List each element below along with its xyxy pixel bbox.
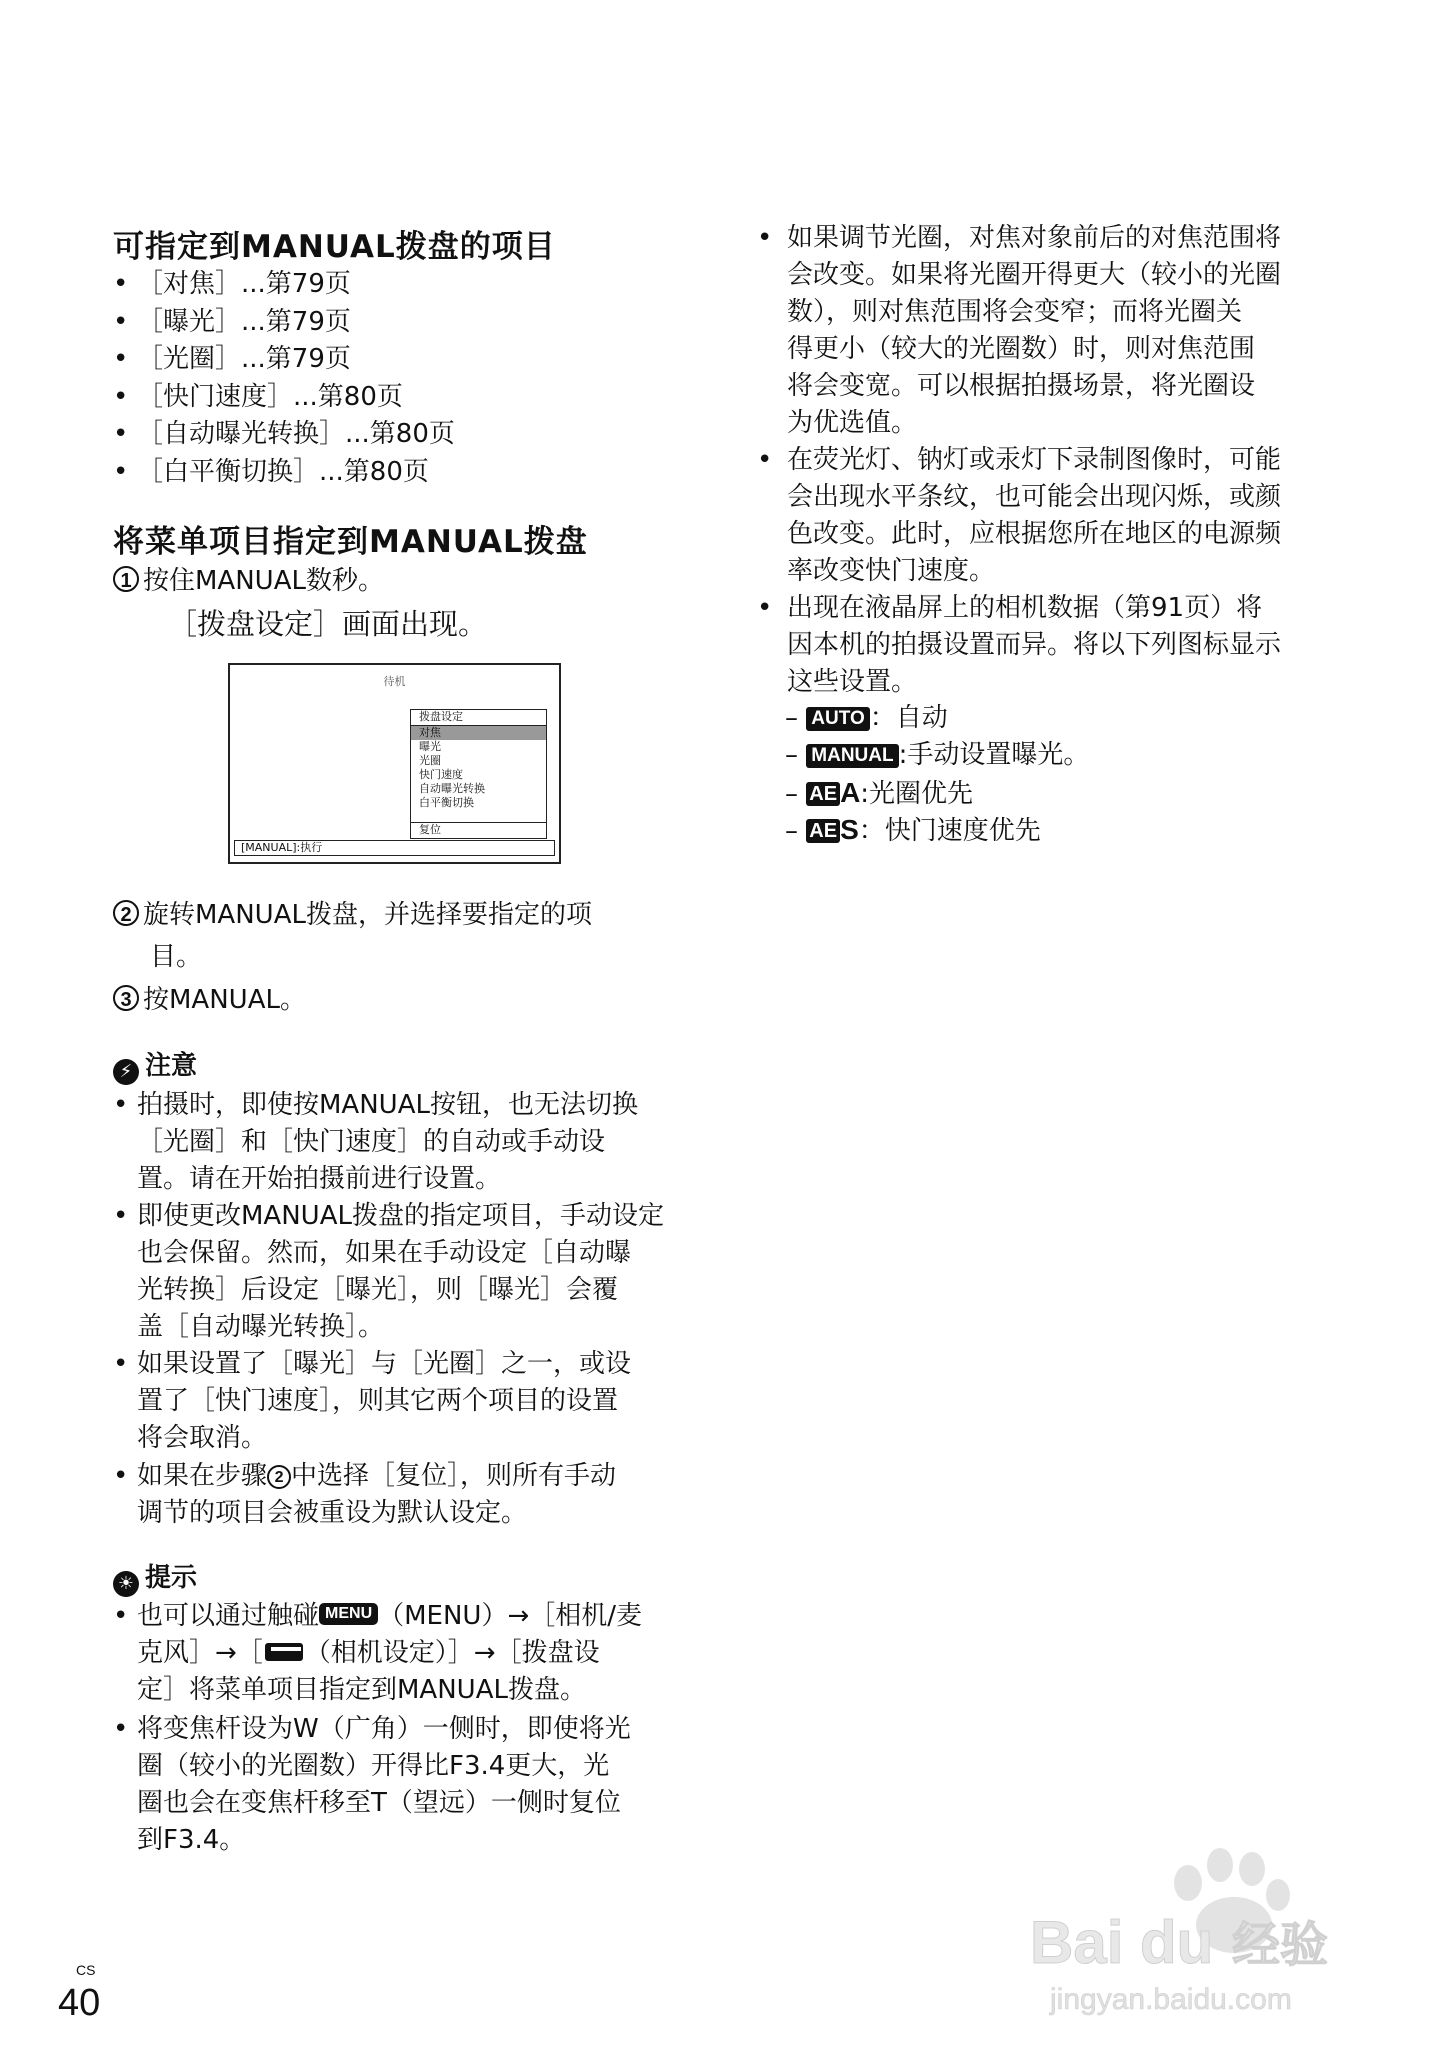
bullet-item-cont (757, 294, 1242, 331)
menu-title: 拨盘设定 (411, 710, 546, 726)
note-title: 注意 (145, 1051, 198, 1081)
bullet-item-cont (113, 1822, 245, 1859)
menu-item-reset[interactable]: 复位 (411, 822, 546, 838)
bullet-line: 为优选值。 (787, 408, 918, 438)
auto-text: ：自动 (869, 703, 948, 733)
camera-settings-icon (263, 1641, 305, 1663)
bullet-item-cont (113, 1235, 631, 1272)
bullet-line: 到F3.4。 (137, 1825, 246, 1855)
step-1 (113, 563, 384, 600)
bullet-line: 数），则对焦范围将会变窄；而将光圈关 (787, 297, 1243, 327)
bullet-item-cont (757, 405, 917, 442)
list-item-text: ［快门速度］...第80页 (137, 381, 403, 412)
watermark-url: jingyan.baidu.com (1050, 1983, 1292, 2016)
bullet-line: 将会变宽。可以根据拍摄场景，将光圈设 (787, 371, 1256, 401)
list-item: • ［自动曝光转换］...第80页 (113, 419, 455, 449)
svg-text:Bai: Bai (1030, 1909, 1124, 1976)
aperture-letter-icon: A (840, 777, 861, 808)
bullet-item-cont (757, 368, 1255, 405)
page-number: 40 (58, 1982, 101, 2024)
step-number-1: 1 (113, 566, 139, 592)
bullet-line: 因本机的拍摄设置而异。将以下列图标显示 (787, 630, 1282, 660)
bullet-line: 出现在液晶屏上的相机数据（第91页）将 (787, 593, 1263, 623)
tip1-line2-pre: 克风］→［ (137, 1638, 263, 1668)
step-3 (113, 982, 306, 1019)
tip1-line2-post: （相机设定）］→［拨盘设 (304, 1638, 600, 1668)
icon-shutter-priority-row: – AE S：快门速度优先 (785, 814, 1041, 846)
bullet-line: 会改变。如果将光圈开得更大（较小的光圈 (787, 260, 1282, 290)
list-item-text: ［自动曝光转换］...第80页 (137, 419, 455, 449)
list-item-text: ［对焦］...第79页 (137, 269, 351, 299)
bullet-line: 在荧光灯、钠灯或汞灯下录制图像时，可能 (787, 445, 1282, 475)
bullet-item-cont (113, 1272, 618, 1309)
bullet-item-cont (113, 1124, 605, 1161)
menu-item-shutter-speed[interactable]: 快门速度 (419, 768, 463, 781)
menu-item-exposure[interactable]: 曝光 (419, 740, 441, 753)
lcd-status: 待机 (383, 675, 406, 688)
tip-heading (113, 1560, 197, 1597)
bullet-line: 如果设置了［曝光］与［光圈］之一，或设 (137, 1349, 632, 1379)
list-item: • ［对焦］...第79页 (113, 269, 351, 299)
shutter-letter-icon: S (840, 814, 859, 845)
bullet-line: 得更小（较大的光圈数）时，则对焦范围 (787, 334, 1256, 364)
lcd-footer-hint: [MANUAL]:执行 (234, 840, 555, 856)
bullet-line: 这些设置。 (787, 667, 918, 697)
bullet-line: 将变焦杆设为W（广角）一侧时，即使将光 (137, 1714, 631, 1744)
tip-item-1-line2 (137, 1635, 600, 1672)
step-3-text: 按MANUAL。 (143, 985, 306, 1015)
list-item-text: ［光圈］...第79页 (137, 344, 351, 374)
tip1-pre: 也可以通过触碰 (137, 1601, 320, 1631)
tip-item-1-line3: 定］将菜单项目指定到MANUAL拨盘。 (137, 1675, 586, 1705)
section-heading-assign-menu: 将菜单项目指定到MANUAL拨盘 (113, 524, 588, 560)
note-item-4: • 如果在步骤 2 中选择［复位］，则所有手动 (113, 1461, 617, 1491)
language-code: CS (76, 1962, 96, 1978)
list-item-text: ［白平衡切换］...第80页 (137, 456, 429, 487)
bullet-item-cont (757, 553, 995, 590)
assignable-items-list (113, 266, 673, 496)
tip-title: 提示 (145, 1563, 198, 1593)
menu-button-badge: MENU (319, 1603, 378, 1625)
bullet-item: • 出现在液晶屏上的相机数据（第91页）将 (757, 593, 1263, 623)
bullet-item-cont (757, 516, 1281, 553)
step-number-2: 2 (113, 900, 139, 926)
list-item: • ［快门速度］...第80页 (113, 381, 403, 412)
svg-text:经验: 经验 (1232, 1917, 1329, 1973)
bullet-item-cont (757, 257, 1281, 294)
shutter-priority-text: ：快门速度优先 (858, 816, 1041, 846)
bullet-line: 会出现水平条纹，也可能会出现闪烁，或颜 (787, 482, 1282, 512)
baidu-jingyan-watermark (1020, 1843, 1400, 2023)
bullet-item-cont (113, 1785, 621, 1822)
note4-post: 中选择［复位］，则所有手动 (291, 1461, 617, 1491)
bullet-line: 圈（较小的光圈数）开得比F3.4更大，光 (137, 1751, 610, 1781)
step-1-result: ［拨盘设定］画面出现。 (168, 607, 488, 641)
aperture-priority-text: :光圈优先 (860, 779, 974, 809)
lightbulb-icon: ☀ (113, 1571, 139, 1597)
auto-icon: AUTO (806, 707, 869, 731)
menu-item-focus[interactable]: 对焦 (411, 726, 546, 740)
list-item-text: ［曝光］...第79页 (137, 306, 351, 337)
bullet-line: 将会取消。 (137, 1423, 268, 1453)
bullet-item: • 拍摄时，即使按MANUAL按钮，也无法切换 (113, 1090, 638, 1120)
bullet-item-cont (113, 1748, 609, 1785)
list-item: • ［白平衡切换］...第80页 (113, 456, 429, 487)
bullet-item: • 在荧光灯、钠灯或汞灯下录制图像时，可能 (757, 445, 1282, 475)
step-2-cont: 目。 (150, 942, 203, 972)
step-number-2-ref: 2 (267, 1465, 291, 1489)
right-bullets (757, 220, 1397, 700)
bullet-item: • 如果设置了［曝光］与［光圈］之一，或设 (113, 1349, 632, 1379)
manual-icon: MANUAL (806, 744, 898, 768)
bullet-item-cont (757, 664, 917, 701)
bullet-line: 光转换］后设定［曝光］，则［曝光］会覆 (137, 1275, 619, 1305)
bullet-item-cont (757, 627, 1281, 664)
step-1-text: 按住MANUAL数秒。 (143, 566, 384, 596)
bullet-item: • 即使更改MANUAL拨盘的指定项目，手动设定 (113, 1201, 664, 1231)
bullet-line: ［光圈］和［快门速度］的自动或手动设 (137, 1127, 606, 1157)
section-heading-assignable-items: 可指定到MANUAL拨盘的项目 (113, 229, 556, 265)
menu-item-wb-shift[interactable]: 白平衡切换 (419, 796, 474, 809)
list-item: • ［光圈］...第79页 (113, 344, 351, 374)
note-heading (113, 1048, 197, 1085)
bullet-line: 盖［自动曝光转换］。 (137, 1312, 385, 1342)
bullet-line: 色改变。此时，应根据您所在地区的电源频 (787, 519, 1282, 549)
menu-item-ae-shift[interactable]: 自动曝光转换 (419, 782, 485, 795)
tip1-post: （MENU）→［相机/麦 (378, 1601, 643, 1631)
bullet-line: 置了［快门速度］，则其它两个项目的设置 (137, 1386, 619, 1416)
step-number-3: 3 (113, 985, 139, 1011)
bullet-line: 即使更改MANUAL拨盘的指定项目，手动设定 (137, 1201, 664, 1231)
step-2 (113, 897, 592, 934)
ae-icon: AE (806, 782, 840, 806)
menu-item-iris[interactable]: 光圈 (419, 754, 441, 767)
list-item: • ［曝光］...第79页 (113, 306, 351, 337)
tip-item-2 (113, 1711, 693, 1871)
bullet-line: 也会保留。然而，如果在手动设定［自动曝 (137, 1238, 632, 1268)
ae-icon-2: AE (806, 819, 840, 843)
bullet-line: 圈也会在变焦杆移至T（望远）一侧时复位 (137, 1788, 621, 1818)
manual-text: :手动设置曝光。 (898, 740, 1090, 770)
tip-item-1: • 也可以通过触碰 MENU （MENU）→［相机/麦 (113, 1601, 643, 1631)
note4-pre: 如果在步骤 (137, 1461, 268, 1491)
bullet-item-cont (113, 1383, 618, 1420)
bullet-line: 拍摄时，即使按MANUAL按钮，也无法切换 (137, 1090, 638, 1120)
step-2-text: 旋转MANUAL拨盘，并选择要指定的项 (143, 900, 592, 930)
bullet-item-cont (113, 1309, 384, 1346)
caution-icon: ⚡ (113, 1059, 139, 1085)
dial-setting-screen (228, 663, 561, 864)
dial-setting-menu (410, 709, 547, 839)
bullet-item-cont (757, 479, 1281, 516)
icon-auto-row: – AUTO ：自动 (785, 703, 948, 733)
icon-manual-row: – MANUAL :手动设置曝光。 (785, 740, 1090, 770)
bullet-item-cont (757, 331, 1255, 368)
bullet-line: 如果调节光圈，对焦对象前后的对焦范围将 (787, 223, 1282, 253)
bullet-line: 置。请在开始拍摄前进行设置。 (137, 1164, 502, 1194)
icon-aperture-priority-row: – AE A:光圈优先 (785, 777, 974, 809)
bullet-item: • 将变焦杆设为W（广角）一侧时，即使将光 (113, 1714, 631, 1744)
bullet-line: 率改变快门速度。 (787, 556, 996, 586)
bullet-item-cont (113, 1420, 267, 1457)
svg-text:du: du (1140, 1909, 1214, 1976)
bullet-item: • 如果调节光圈，对焦对象前后的对焦范围将 (757, 223, 1282, 253)
note-item-4-cont: 调节的项目会被重设为默认设定。 (137, 1498, 528, 1528)
bullet-item-cont (113, 1161, 501, 1198)
